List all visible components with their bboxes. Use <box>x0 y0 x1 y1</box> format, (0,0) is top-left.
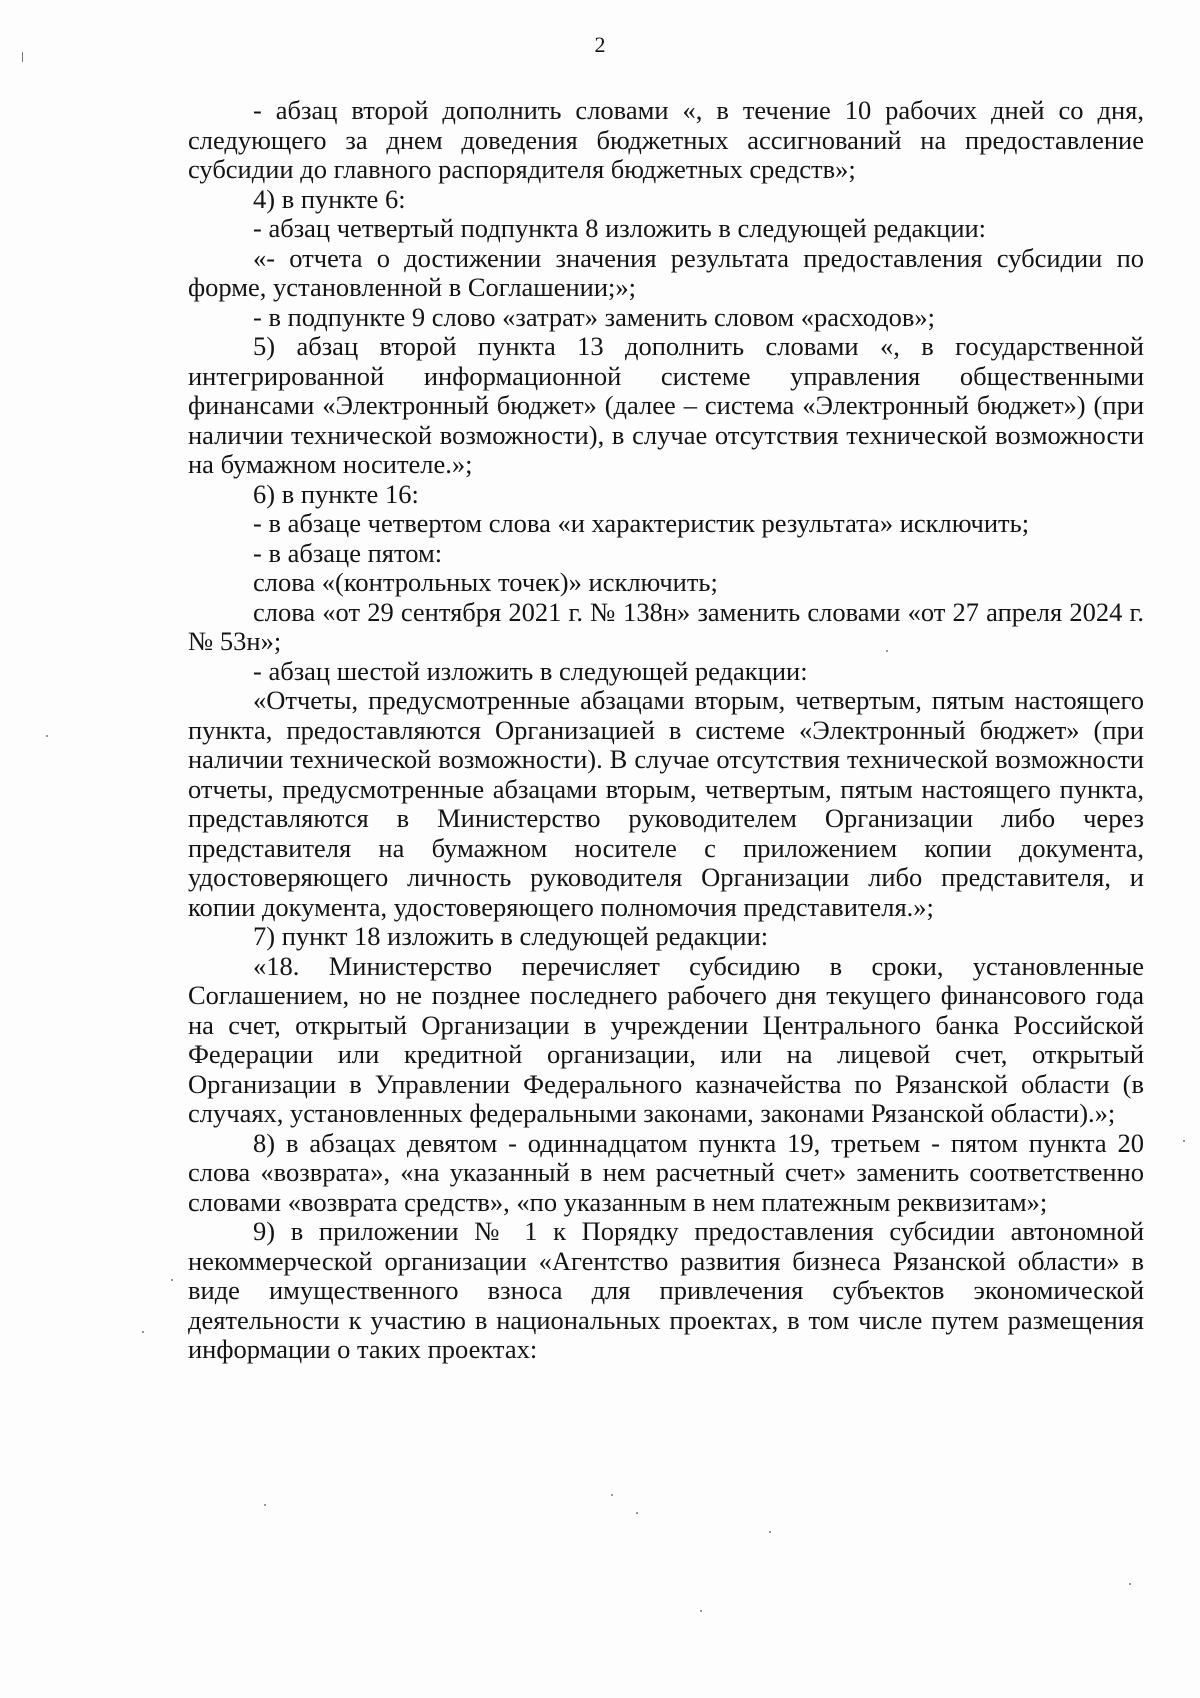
paragraph-13: «Отчеты, предусмотренные абзацами вторым, четвертым, пятым настоящего пункта, предоставляются Организацией в системе «Электронный бюджет» (при наличии технической возможности). В случае отсутствия технической возможности отчеты, предусмотренные абзацами вторым, четвертым, пятым настоящего пункта, представляются в Министерство руководителем Организации либо через представителя на бумажном носителе с приложением копии документа, удостоверяющего личность руководителя Организации либо представителя, и копии документа, удостоверяющего полномочия представителя.»; <box>188 685 1144 922</box>
scan-speck <box>142 1331 144 1333</box>
paragraph-11: слова «от 29 сентября 2021 г. № 138н» заменить словами «от 27 апреля 2024 г. № 53н»; <box>188 596 1144 656</box>
scan-speck <box>46 735 48 737</box>
paragraph-12: - абзац шестой изложить в следующей редакции: <box>253 655 808 686</box>
scan-speck <box>700 1610 702 1612</box>
paragraph-17: 9) в приложении № 1 к Порядку предоставления субсидии автономной некоммерческой организации «Агентство развития бизнеса Рязанской области» в виде имущественного взноса для привлечения субъектов экономической деятельности к участию в национальных проектах, в том числе путем размещения информации о таких проектах: <box>188 1216 1144 1364</box>
paragraph-15: «18. Министерство перечисляет субсидию в сроки, установленные Соглашением, но не позднее последнего рабочего дня текущего финансового года на счет, открытый Организации в учреждении Центрального банка Российской Федерации или кредитной организации, или на лицевой счет, открытый Организации в Управлении Федерального казначейства по Рязанской области (в случаях, установленных федеральными законами, законами Рязанской области).»; <box>188 950 1144 1128</box>
scan-speck <box>611 1494 613 1496</box>
paragraph-10: слова «(контрольных точек)» исключить; <box>253 567 718 597</box>
paragraph-5: - в подпункте 9 слово «затрат» заменить словом «расходов»; <box>253 301 936 332</box>
paragraph-8: - в абзаце четвертом слова «и характеристик результата» исключить; <box>253 508 1030 538</box>
scan-speck <box>1183 1140 1185 1142</box>
scan-speck <box>769 1531 771 1533</box>
paragraph-7: 6) в пункте 16: <box>253 478 419 509</box>
scan-speck <box>171 1279 173 1281</box>
scan-speck <box>636 1512 638 1514</box>
scan-speck <box>1129 1583 1131 1585</box>
paragraph-16: 8) в абзацах девятом - одиннадцатом пункта 19, третьем - пятом пункта 20 слова «возврата», «на указанный в нем расчетный счет» заменить соответственно словами «возврата средств», «по указанным в нем платежным реквизитам»; <box>188 1127 1144 1217</box>
page-number: 2 <box>594 32 606 57</box>
paragraph-14: 7) пункт 18 изложить в следующей редакции: <box>253 921 769 951</box>
scan-speck <box>22 52 23 62</box>
paragraph-9: - в абзаце пятом: <box>253 537 443 568</box>
paragraph-6: 5) абзац второй пункта 13 дополнить словами «, в государственной интегрированной информационной системе управления общественными финансами «Электронный бюджет» (далее – система «Электронный бюджет») (при наличии технической возможности), в случае отсутствия технической возможности на бумажном носителе.»; <box>188 331 1144 479</box>
document-body <box>188 96 1144 1365</box>
paragraph-4: «- отчета о достижении значения результата предоставления субсидии по форме, установленной в Соглашении;»; <box>188 242 1144 302</box>
paragraph-2: 4) в пункте 6: <box>253 183 406 214</box>
scan-speck <box>886 650 888 652</box>
paragraph-3: - абзац четвертый подпункта 8 изложить в следующей редакции: <box>253 213 987 243</box>
scan-speck <box>264 1504 266 1506</box>
paragraph-1: - абзац второй дополнить словами «, в течение 10 рабочих дней со дня, следующего за днем доведения бюджетных ассигнований на предоставление субсидии до главного распорядителя бюджетных средств»; <box>188 95 1144 184</box>
